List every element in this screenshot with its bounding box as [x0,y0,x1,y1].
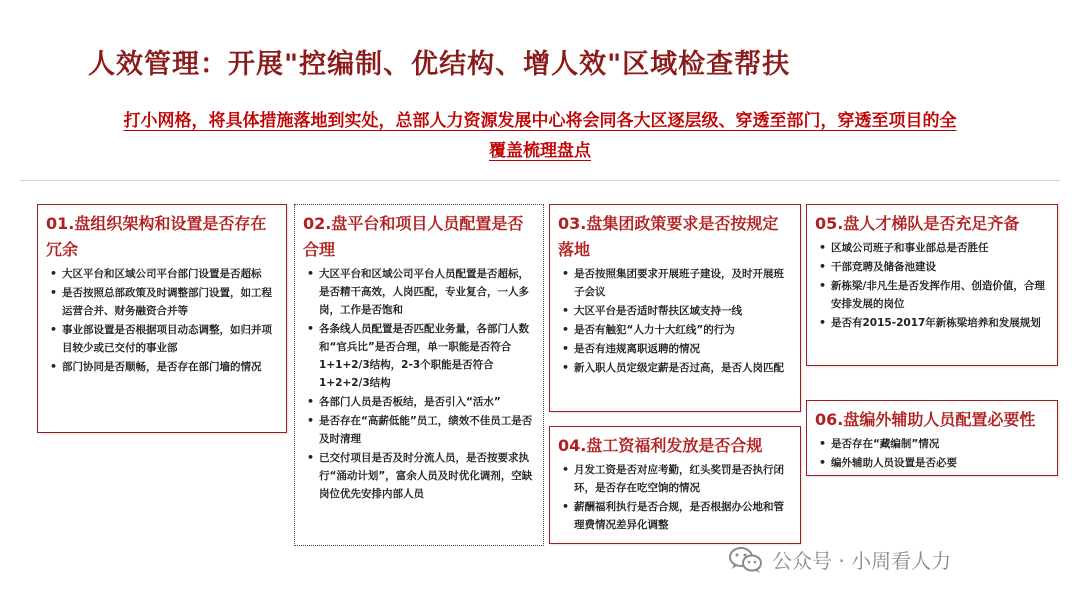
wechat-icon [728,546,764,574]
card-policy-compliance [549,204,801,412]
card-auxiliary-staff [806,400,1058,476]
list-item: • 事业部设置是否根据项目动态调整，如归并项目较少或已交付的事业部 [46,321,278,357]
card-heading: 01.盘组织架构和设置是否存在冗余 [46,214,267,259]
list-item: • 是否按照总部政策及时调整部门设置，如工程运营合并、财务融资合并等 [46,284,278,320]
card-list [46,265,278,376]
card-heading: 03.盘集团政策要求是否按规定落地 [558,214,779,259]
list-item: • 薪酬福利执行是否合规，是否根据办公地和管理费情况差异化调整 [558,498,792,534]
list-item: • 是否有2015-2017年新栋梁培养和发展规划 [815,314,1049,332]
card-heading: 04.盘工资福利发放是否合规 [558,436,763,455]
list-item: • 区域公司班子和事业部总是否胜任 [815,239,1049,257]
card-list [558,461,792,534]
card-payroll [549,426,801,544]
list-item: • 部门协同是否顺畅，是否存在部门墙的情况 [46,358,278,376]
list-item: • 编外辅助人员设置是否必要 [815,454,1049,472]
page-subtitle: 打小网格，将具体措施落地到实处，总部人力资源发展中心将会同各大区逐层级、穿透至部门，穿透至项目的全覆盖梳理盘点 [123,111,957,161]
list-item: • 新入职人员定级定薪是否过高，是否人岗匹配 [558,359,792,377]
card-list [558,265,792,377]
card-list [303,265,535,503]
list-item: • 是否存在“藏编制”情况 [815,435,1049,453]
page-title: 人效管理：开展"控编制、优结构、增人效"区域检查帮扶 [88,49,791,80]
list-item: • 是否有违规离职返聘的情况 [558,340,792,358]
list-item: • 是否存在“高薪低能”员工，绩效不佳员工是否及时清理 [303,412,535,448]
card-list [815,435,1049,472]
watermark-text: 公众号 · 小周看人力 [772,549,952,573]
list-item: • 已交付项目是否及时分流人员，是否按要求执行“涌动计划”，富余人员及时优化调剂，空缺岗位优先安排内部人员 [303,449,535,503]
list-item: • 大区平台和区域公司平台部门设置是否超标 [46,265,278,283]
list-item: • 新栋梁/非凡生是否发挥作用、创造价值，合理安排发展的岗位 [815,277,1049,313]
card-staffing [294,204,544,546]
card-heading: 02.盘平台和项目人员配置是否合理 [303,214,524,259]
list-item: • 大区平台是否适时帮扶区域支持一线 [558,302,792,320]
card-talent-pipeline [806,204,1058,366]
list-item: • 大区平台和区域公司平台人员配置是否超标，是否精干高效，人岗匹配，专业复合，一人多岗，工作是否饱和 [303,265,535,319]
list-item: • 各部门人员是否板结，是否引入“活水” [303,393,535,411]
divider [20,180,1060,181]
list-item: • 是否有触犯“人力十大红线”的行为 [558,321,792,339]
card-list [815,239,1049,332]
card-org-structure [37,204,287,433]
list-item: • 月发工资是否对应考勤，红头奖罚是否执行闭环，是否存在吃空饷的情况 [558,461,792,497]
card-heading: 06.盘编外辅助人员配置必要性 [815,410,1036,429]
list-item: • 干部竞聘及储备池建设 [815,258,1049,276]
list-item: • 各条线人员配置是否匹配业务量，各部门人数和“官兵比”是否合理，单一职能是否符合1+1+2/3结构，2-3个职能是否符合1+2+2/3结构 [303,320,535,392]
list-item: • 是否按照集团要求开展班子建设，及时开展班子会议 [558,265,792,301]
watermark [728,545,951,574]
card-heading: 05.盘人才梯队是否充足齐备 [815,214,1020,233]
